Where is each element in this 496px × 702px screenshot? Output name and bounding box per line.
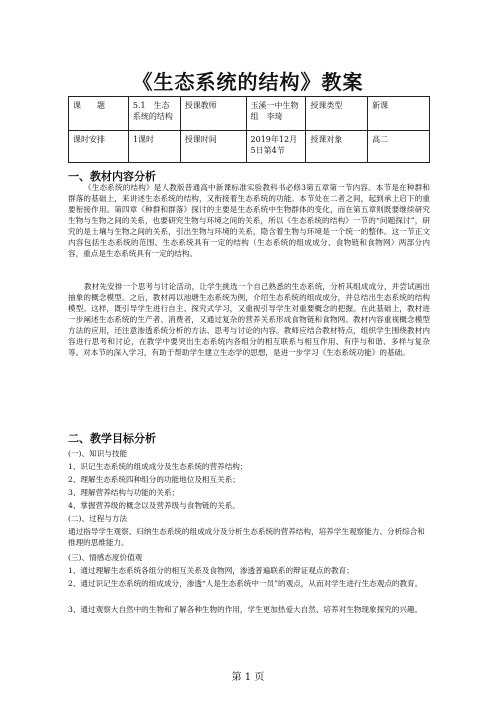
info-row-1 [69,97,430,131]
section-heading-objectives: 二、教学目标分析 [68,432,156,445]
value-topic: 5.1 生态系统的结构 [128,97,180,131]
value-period: 1课时 [128,131,180,163]
objective-item-2: 2、理解生态系统四种组分的功能地位及相互关系； [68,475,240,484]
page-number: 第 1 页 [231,672,265,683]
objective-item-4: 4、掌握营养级的概念以及营养级与食物链的关系。 [68,501,240,510]
objective-heading-knowledge: (一)、知识与技能 [68,449,128,458]
objective-item-3: 3、理解营养结构与功能的关系； [68,488,180,497]
info-row-2 [69,131,430,163]
objective-heading-emotion: (三)、情感态度价值观 [68,553,143,562]
section-heading-content-analysis: 一、教材内容分析 [68,170,156,183]
objective-heading-method: (二)、过程与方法 [68,514,128,523]
label-topic: 课 题 [69,97,129,131]
paragraph-content-2: 教材先安排一个思考与讨论活动，让学生挑选一个自己熟悉的生态系统，分析其组成成分，并尝试画出抽象的概念模型。之后，教材再以池塘生态系统为例，介绍生态系统的组成成分，并总结出生态系统的结构模型。这样，既引导学生进行自主、探究式学习，又重视引导学生对重要概念的把握。在此基础上，教材进一步阐述生态系统的生产者、消费者，又通过复杂的营养关系形成食物链和食物网。教材内容重视概念模型方法的应用，还注意渗透系统分析的方法、思考与讨论的内容。教师应结合教材特点，组织学生围绕教材内容进行思考和讨论，在教学中要突出生态系统内各组分的相互联系与相互作用、有序与和谐、多样与复杂等。对本节的深入学习，有助于帮助学生建立生态学的思想，是进一步学习《生态系统功能》的基础。 [68,282,430,357]
objective-method-text: 通过指导学生观察、归纳生态系统的组成成分及分析生态系统的营养结构，培养学生观察能力、分析综合和推理的思维能力。 [68,527,425,547]
label-teacher: 授课教师 [180,97,246,131]
paragraph-content-1: 《生态系统的结构》是人教版普通高中新课标准实验教科书必修3第五章第一节内容。本节是在种群和群落的基础上，来讲述生态系统的结构，又衔接着生态系统的功能。本节处在二者之间，起到承上启下的重要衔接作用。第四章《种群和群落》探讨的主要是生态系统中生物群体的变化，而在第五章则既要继续研究生物与生物之间的关系，也要研究生物与环境之间的关系，所以《生态系统的结构》一节的“问题探讨”，研究的是土壤与生物之间的关系，引出生物与环境的关系，隐含着生物与环境是一个统一的整体。这一节正文内容包括生态系统的范围、生态系统具有一定的结构（生态系统的组成成分、食物链和食物网）两部分内容，重点是生态系统具有一定的结构。 [68,183,430,258]
label-period: 课时安排 [69,131,129,163]
emotion-item-2: 2、通过识记生态系统的组成成分，渗透“人是生态系统中一员”的观点，从而对学生进行生态观点的教育。 [68,579,423,588]
label-audience: 授课对象 [306,131,368,163]
value-lesson-type: 新课 [368,97,430,131]
label-lesson-type: 授课类型 [306,97,368,131]
value-time: 2019年12月5日第4节 [246,131,306,163]
objective-item-1: 1、识记生态系统的组成成分及生态系统的营养结构； [68,462,248,471]
page-title: 《生态系统的结构》教案 [132,70,364,94]
label-time: 授课时间 [180,131,246,163]
value-teacher: 玉溪一中生物组 李琦 [246,97,306,131]
emotion-item-1: 1、通过理解生态系统各组分的相互关系及食物网，渗透普遍联系的辩证观点的教育； [68,566,354,575]
emotion-item-3: 3、通过观察大自然中的生物和了解各种生物的作用，学生更加热爱大自然、培养对生物现象探究的兴趣。 [68,605,423,614]
value-audience: 高二 [368,131,430,163]
course-info-table [68,96,430,163]
